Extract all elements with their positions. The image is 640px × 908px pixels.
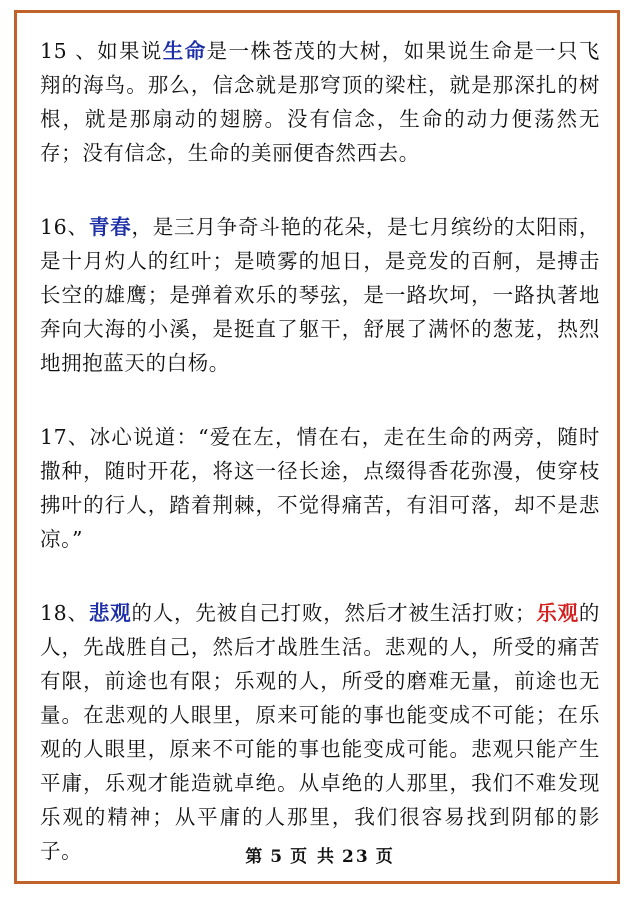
paragraph-15-number: 15 、如果说	[40, 39, 163, 63]
paragraph-16	[40, 210, 600, 380]
keyword-optimism: 乐观	[536, 601, 579, 625]
paragraph-16-number: 16、	[40, 215, 89, 239]
paragraph-17-text: 17、冰心说道：“爱在左，情在右，走在生命的两旁，随时撒种，随时开花，将这一径长途，点缀得香花弥漫，使穿枝拂叶的行人，踏着荆棘，不觉得痛苦，有泪可落，却不是悲凉。”	[40, 425, 600, 551]
footer-suffix: 页	[375, 847, 395, 867]
paragraph-18-text: 的人，先战胜自己，然后才战胜生活。悲观的人，所受的痛苦有限，前途也有限；乐观的人，所受的磨难无量，前途也无量。在悲观的人眼里，原来可能的事也能变成不可能；在乐观的人眼里，原来不可能的事也能变成可能。悲观只能产生平庸，乐观才能造就卓绝。从卓绝的人那里，我们不难发现乐观的精神；从平庸的人那里，我们很容易找到阴郁的影子。	[40, 601, 601, 863]
document-body	[40, 34, 600, 908]
keyword-pessimism: 悲观	[88, 601, 132, 625]
footer-total-pages: 23	[342, 847, 370, 867]
paragraph-18-number: 18、	[40, 601, 89, 625]
paragraph-15	[40, 34, 600, 170]
paragraph-18	[40, 596, 600, 868]
paragraph-16-text: ，是三月争奇斗艳的花朵，是七月缤纷的太阳雨，是十月灼人的红叶；是喷雾的旭日，是竞发的百舸，是搏击长空的雄鹰；是弹着欢乐的琴弦，是一路坎坷，一路执著地奔向大海的小溪，是挺直了躯干，舒展了满怀的葱茏，热烈地拥抱蓝天的白杨。	[40, 215, 601, 375]
paragraph-17	[40, 420, 600, 556]
keyword-life: 生命	[162, 39, 207, 63]
footer-page-number: 5	[270, 847, 285, 867]
paragraph-18-middle: 的人，先被自己打败，然后才被生活打败；	[131, 601, 537, 625]
footer-middle: 页 共	[290, 847, 337, 867]
keyword-youth: 青春	[88, 215, 132, 239]
paragraph-15-text: 是一株苍茂的大树，如果说生命是一只飞翔的海鸟。那么，信念就是那穹顶的梁柱，就是那深扎的树根，就是那扇动的翅膀。没有信念，生命的动力便荡然无存；没有信念，生命的美丽便杳然西去。	[40, 39, 600, 165]
page-footer	[0, 842, 640, 867]
footer-prefix: 第	[245, 847, 265, 867]
